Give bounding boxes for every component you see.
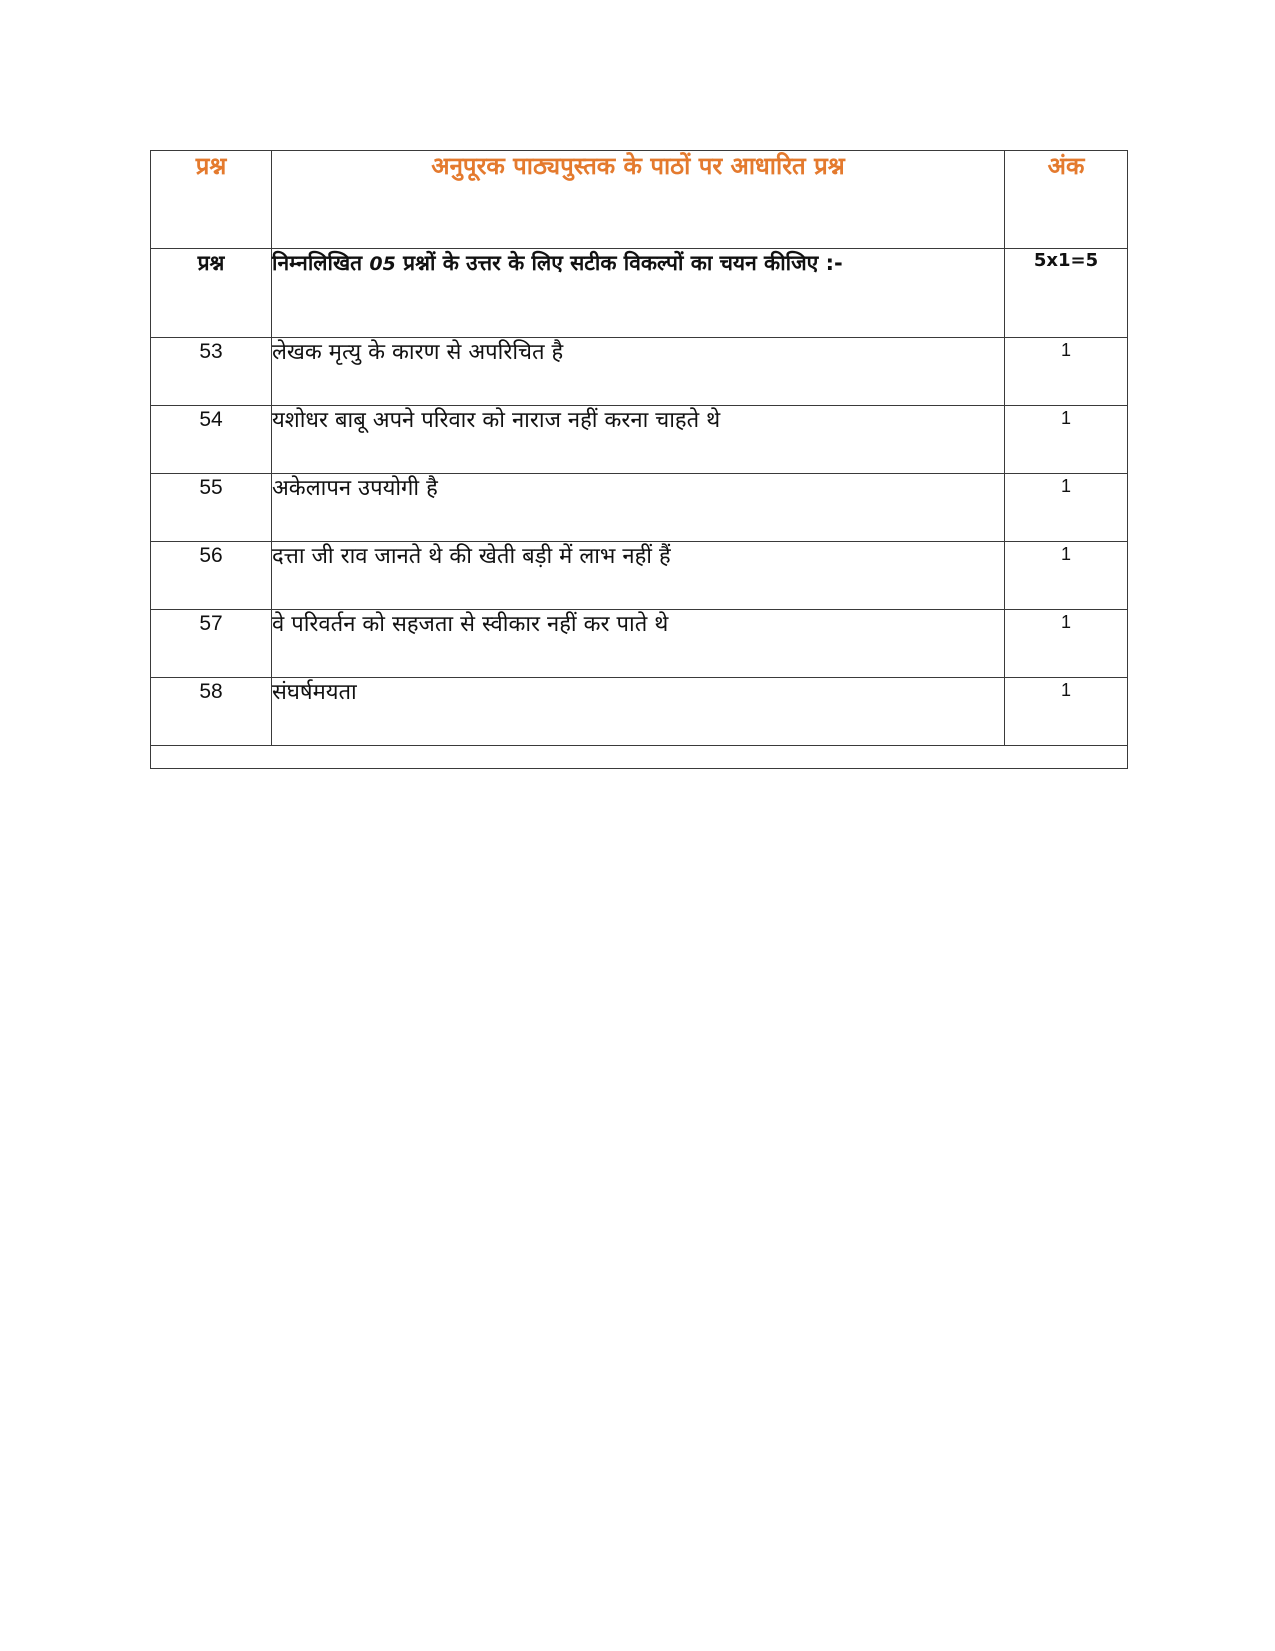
header-marks-label: अंक [1005,151,1128,249]
table-row [151,678,1128,746]
question-marks: 1 [1005,678,1128,746]
question-answer-text: लेखक मृत्यु के कारण से अपरिचित है [272,338,1005,406]
question-number: 55 [151,474,272,542]
table-row [151,610,1128,678]
question-answer-text: अकेलापन उपयोगी है [272,474,1005,542]
instruction-text-after: प्रश्नों के उत्तर के लिए सटीक विकल्पों का चयन कीजिए :- [395,251,843,275]
question-answer-text: दत्ता जी राव जानते थे की खेती बड़ी में लाभ नहीं हैं [272,542,1005,610]
question-number: 53 [151,338,272,406]
instruction-text [272,249,1005,338]
instruction-row [151,249,1128,338]
question-number: 54 [151,406,272,474]
question-answer-text: वे परिवर्तन को सहजता से स्वीकार नहीं कर पाते थे [272,610,1005,678]
question-number: 56 [151,542,272,610]
empty-footer-row [151,746,1128,769]
header-question-number-label: प्रश्न [151,151,272,249]
question-marks: 1 [1005,474,1128,542]
instruction-text-before: निम्नलिखित [272,251,370,275]
question-number: 57 [151,610,272,678]
answer-key-table [150,150,1128,769]
table-row [151,542,1128,610]
question-marks: 1 [1005,610,1128,678]
question-marks: 1 [1005,406,1128,474]
table-header-row [151,151,1128,249]
instruction-marks: 5x1=5 [1005,249,1128,338]
table-row [151,406,1128,474]
table-row [151,338,1128,406]
question-answer-text: यशोधर बाबू अपने परिवार को नाराज नहीं करना चाहते थे [272,406,1005,474]
question-marks: 1 [1005,542,1128,610]
question-number: 58 [151,678,272,746]
empty-footer-cell [151,746,1128,769]
question-answer-text: संघर्षमयता [272,678,1005,746]
question-marks: 1 [1005,338,1128,406]
table-row [151,474,1128,542]
header-title: अनुपूरक पाठ्यपुस्तक के पाठों पर आधारित प्रश्न [272,151,1005,249]
instruction-question-label: प्रश्न [151,249,272,338]
instruction-question-count: 05 [369,253,396,275]
